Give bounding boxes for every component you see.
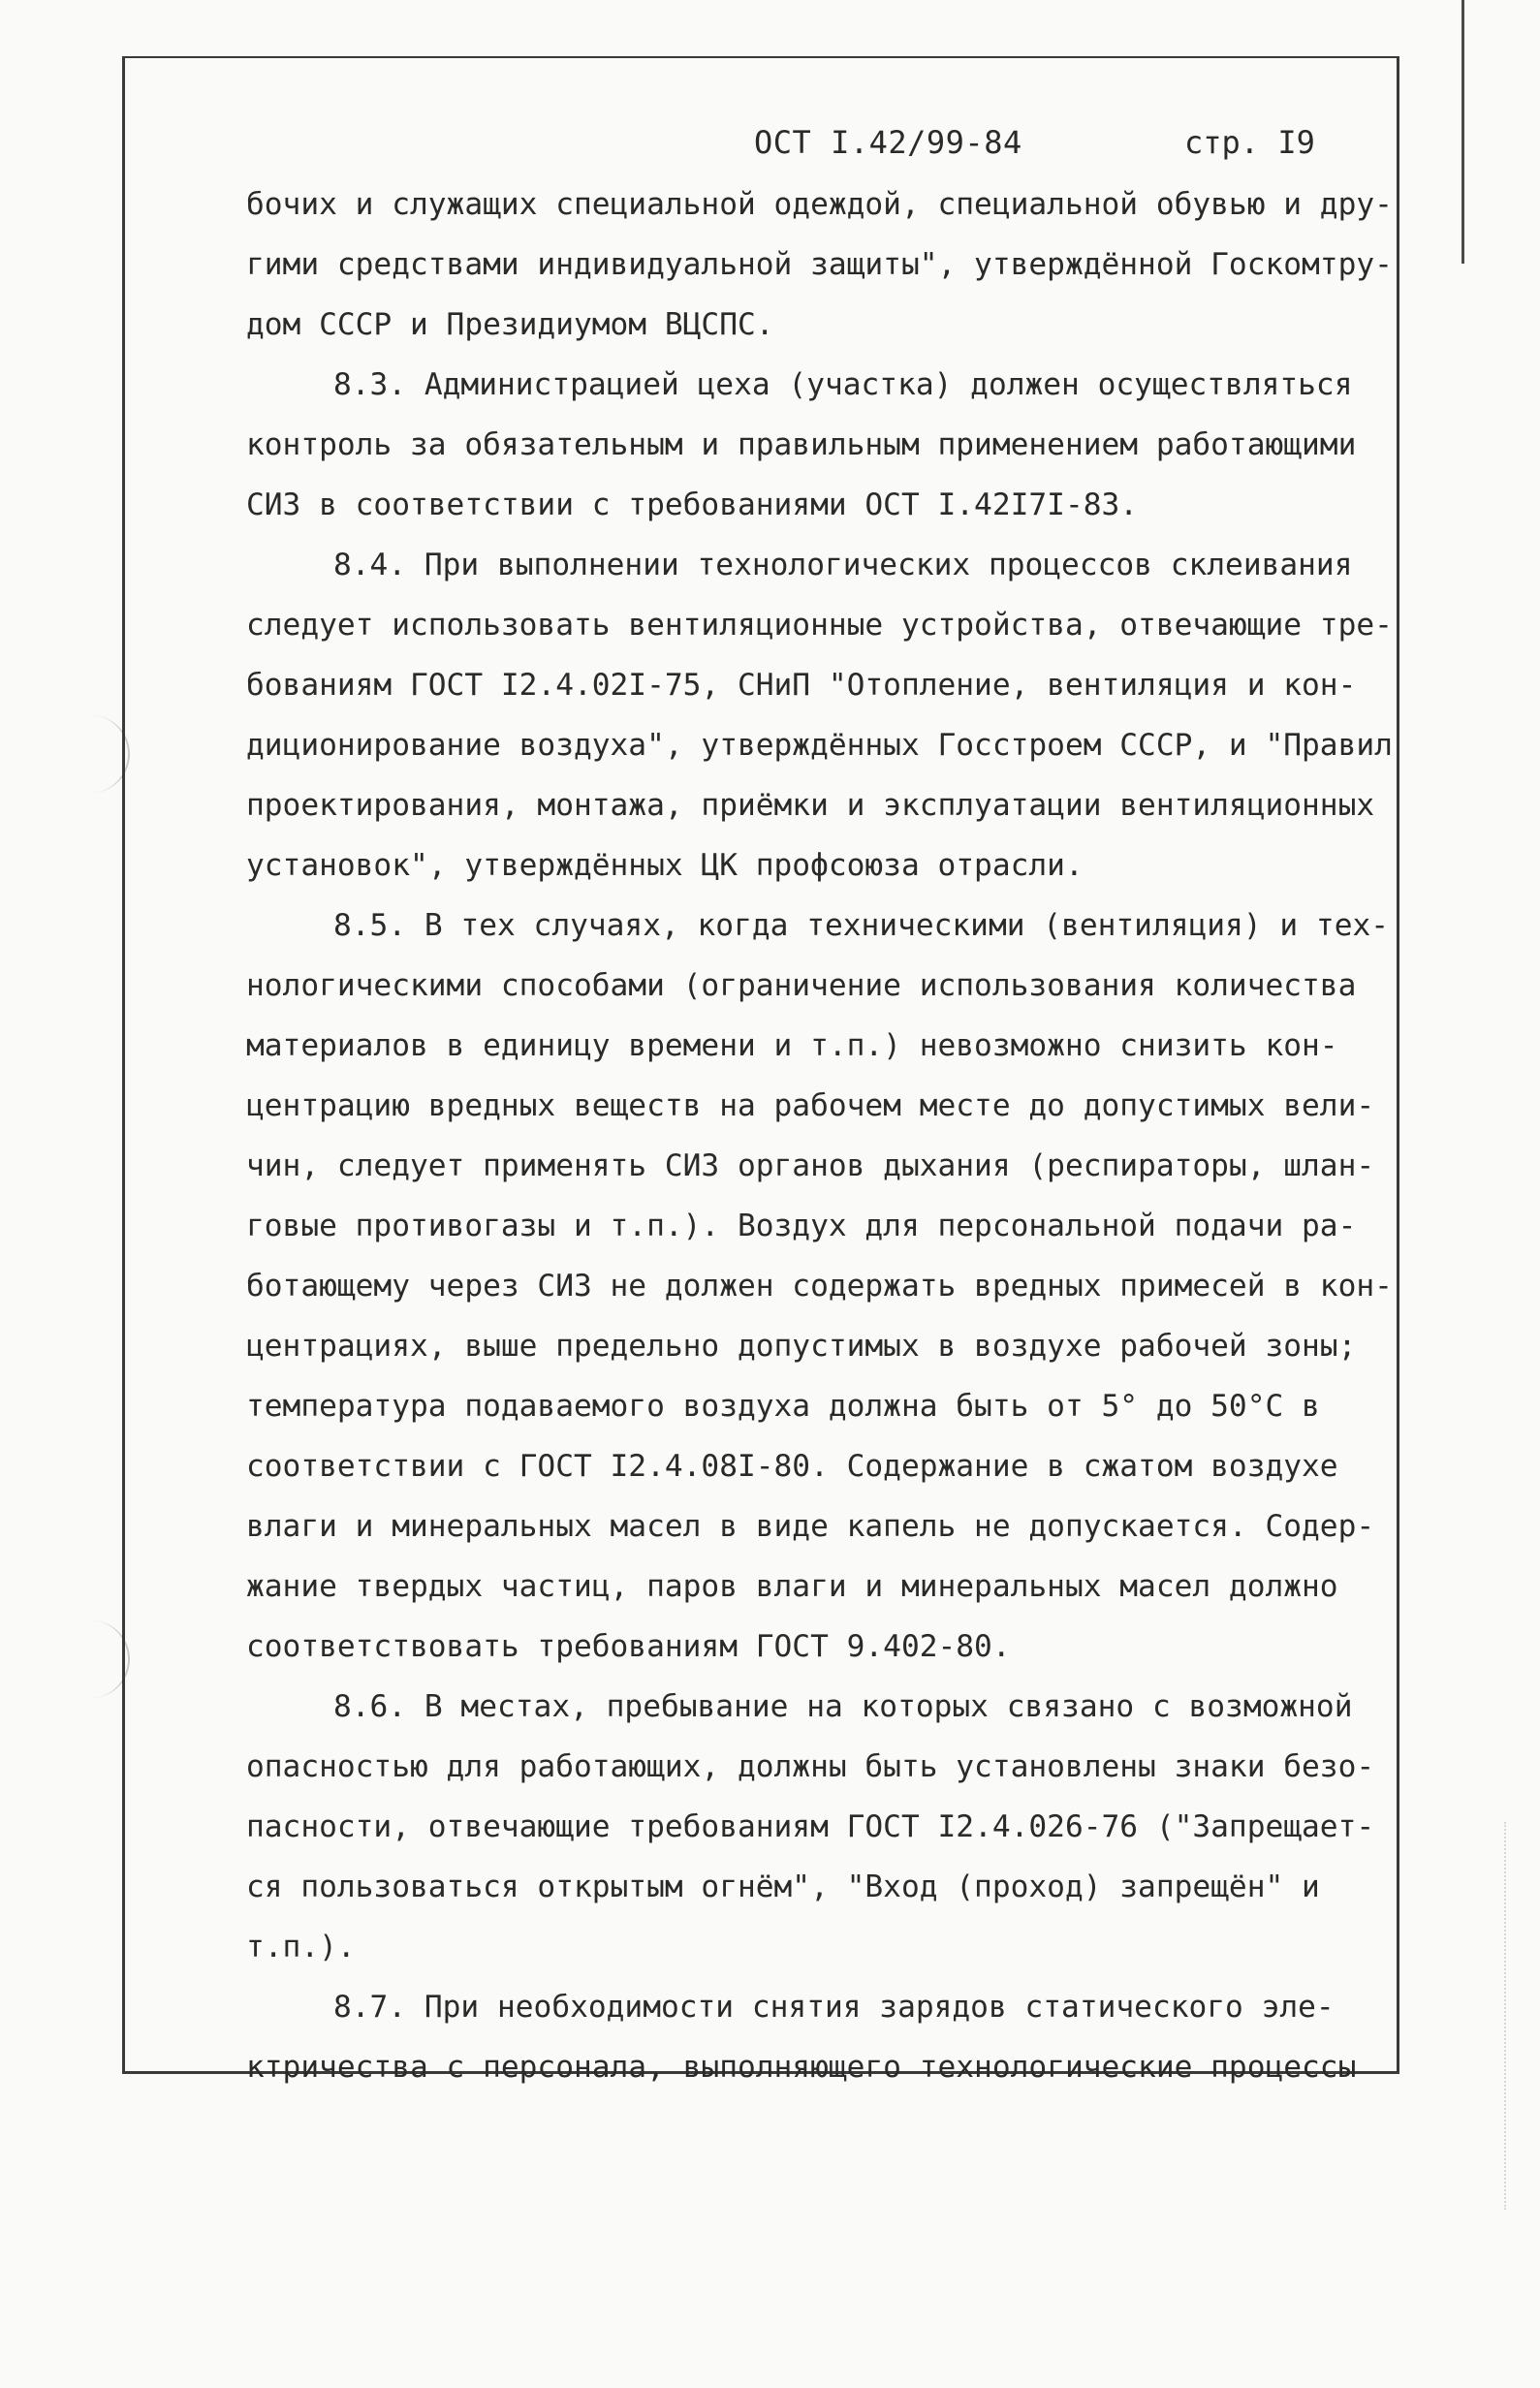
- paragraph-8-4-start: 8.4. При выполнении технологических процессов склеивания: [333, 548, 1353, 582]
- text-line: проектирования, монтажа, приёмки и эксплуатации вентиляционных: [246, 788, 1375, 823]
- body-text: [246, 174, 1393, 2097]
- text-line: контроль за обязательным и правильным применением работающими: [246, 427, 1357, 462]
- text-line: дом СССР и Президиумом ВЦСПС.: [246, 307, 774, 342]
- paragraph-8-6-start: 8.6. В местах, пребывание на которых связано с возможной: [333, 1689, 1353, 1724]
- text-line: опасностью для работающих, должны быть установлены знаки безо-: [246, 1749, 1375, 1784]
- text-line: нологическими способами (ограничение использования количества: [246, 968, 1357, 1003]
- text-line: пасности, отвечающие требованиям ГОСТ I2.4.026-76 ("Запрещает-: [246, 1809, 1375, 1844]
- text-line: ктричества с персонала, выполняющего технологические процессы: [246, 2050, 1357, 2085]
- page-number: стр. I9: [1184, 124, 1315, 161]
- text-line: следует использовать вентиляционные устройства, отвечающие тре-: [246, 608, 1393, 643]
- text-line: СИЗ в соответствии с требованиями ОСТ I.42I7I-83.: [246, 487, 1139, 522]
- text-line: центрацию вредных веществ на рабочем месте до допустимых вели-: [246, 1088, 1375, 1123]
- text-line: установок", утверждённых ЦК профсоюза отрасли.: [246, 848, 1084, 883]
- text-line: центрациях, выше предельно допустимых в воздухе рабочей зоны;: [246, 1329, 1357, 1364]
- scan-artifact-dots: [1504, 1822, 1518, 2210]
- text-line: т.п.).: [246, 1930, 356, 1964]
- page-header: [0, 124, 1540, 163]
- text-line: жание твердых частиц, паров влаги и минеральных масел должно: [246, 1569, 1338, 1604]
- text-line: ся пользоваться открытым огнём", "Вход (проход) запрещён" и: [246, 1870, 1320, 1904]
- text-line: диционирование воздуха", утверждённых Госстроем СССР, и "Правил: [246, 728, 1393, 763]
- paragraph-8-5-start: 8.5. В тех случаях, когда техническими (вентиляция) и тех-: [333, 908, 1390, 943]
- text-line: бованиям ГОСТ I2.4.02I-75, СНиП "Отопление, вентиляция и кон-: [246, 668, 1357, 703]
- text-line: влаги и минеральных масел в виде капель не допускается. Содер-: [246, 1509, 1375, 1544]
- paragraph-8-7-start: 8.7. При необходимости снятия зарядов статического эле-: [333, 1990, 1335, 2025]
- text-line: бочих и служащих специальной одеждой, специальной обувью и дру-: [246, 187, 1393, 222]
- text-line: температура подаваемого воздуха должна быть от 5° до 50°С в: [246, 1389, 1320, 1424]
- document-code: ОСТ I.42/99-84: [754, 124, 1022, 161]
- text-line: чин, следует применять СИЗ органов дыхания (респираторы, шлан-: [246, 1148, 1375, 1183]
- text-line: соответствовать требованиям ГОСТ 9.402-80.: [246, 1629, 1011, 1664]
- paragraph-8-3-start: 8.3. Администрацией цеха (участка) должен осуществляться: [333, 367, 1353, 402]
- text-line: гими средствами индивидуальной защиты", утверждённой Госкомтру-: [246, 247, 1393, 282]
- text-line: соответствии с ГОСТ I2.4.08I-80. Содержание в сжатом воздухе: [246, 1449, 1338, 1484]
- text-line: материалов в единицу времени и т.п.) невозможно снизить кон-: [246, 1028, 1338, 1063]
- text-line: говые противогазы и т.п.). Воздух для персональной подачи ра-: [246, 1209, 1357, 1243]
- text-line: ботающему через СИЗ не должен содержать вредных примесей в кон-: [246, 1269, 1393, 1304]
